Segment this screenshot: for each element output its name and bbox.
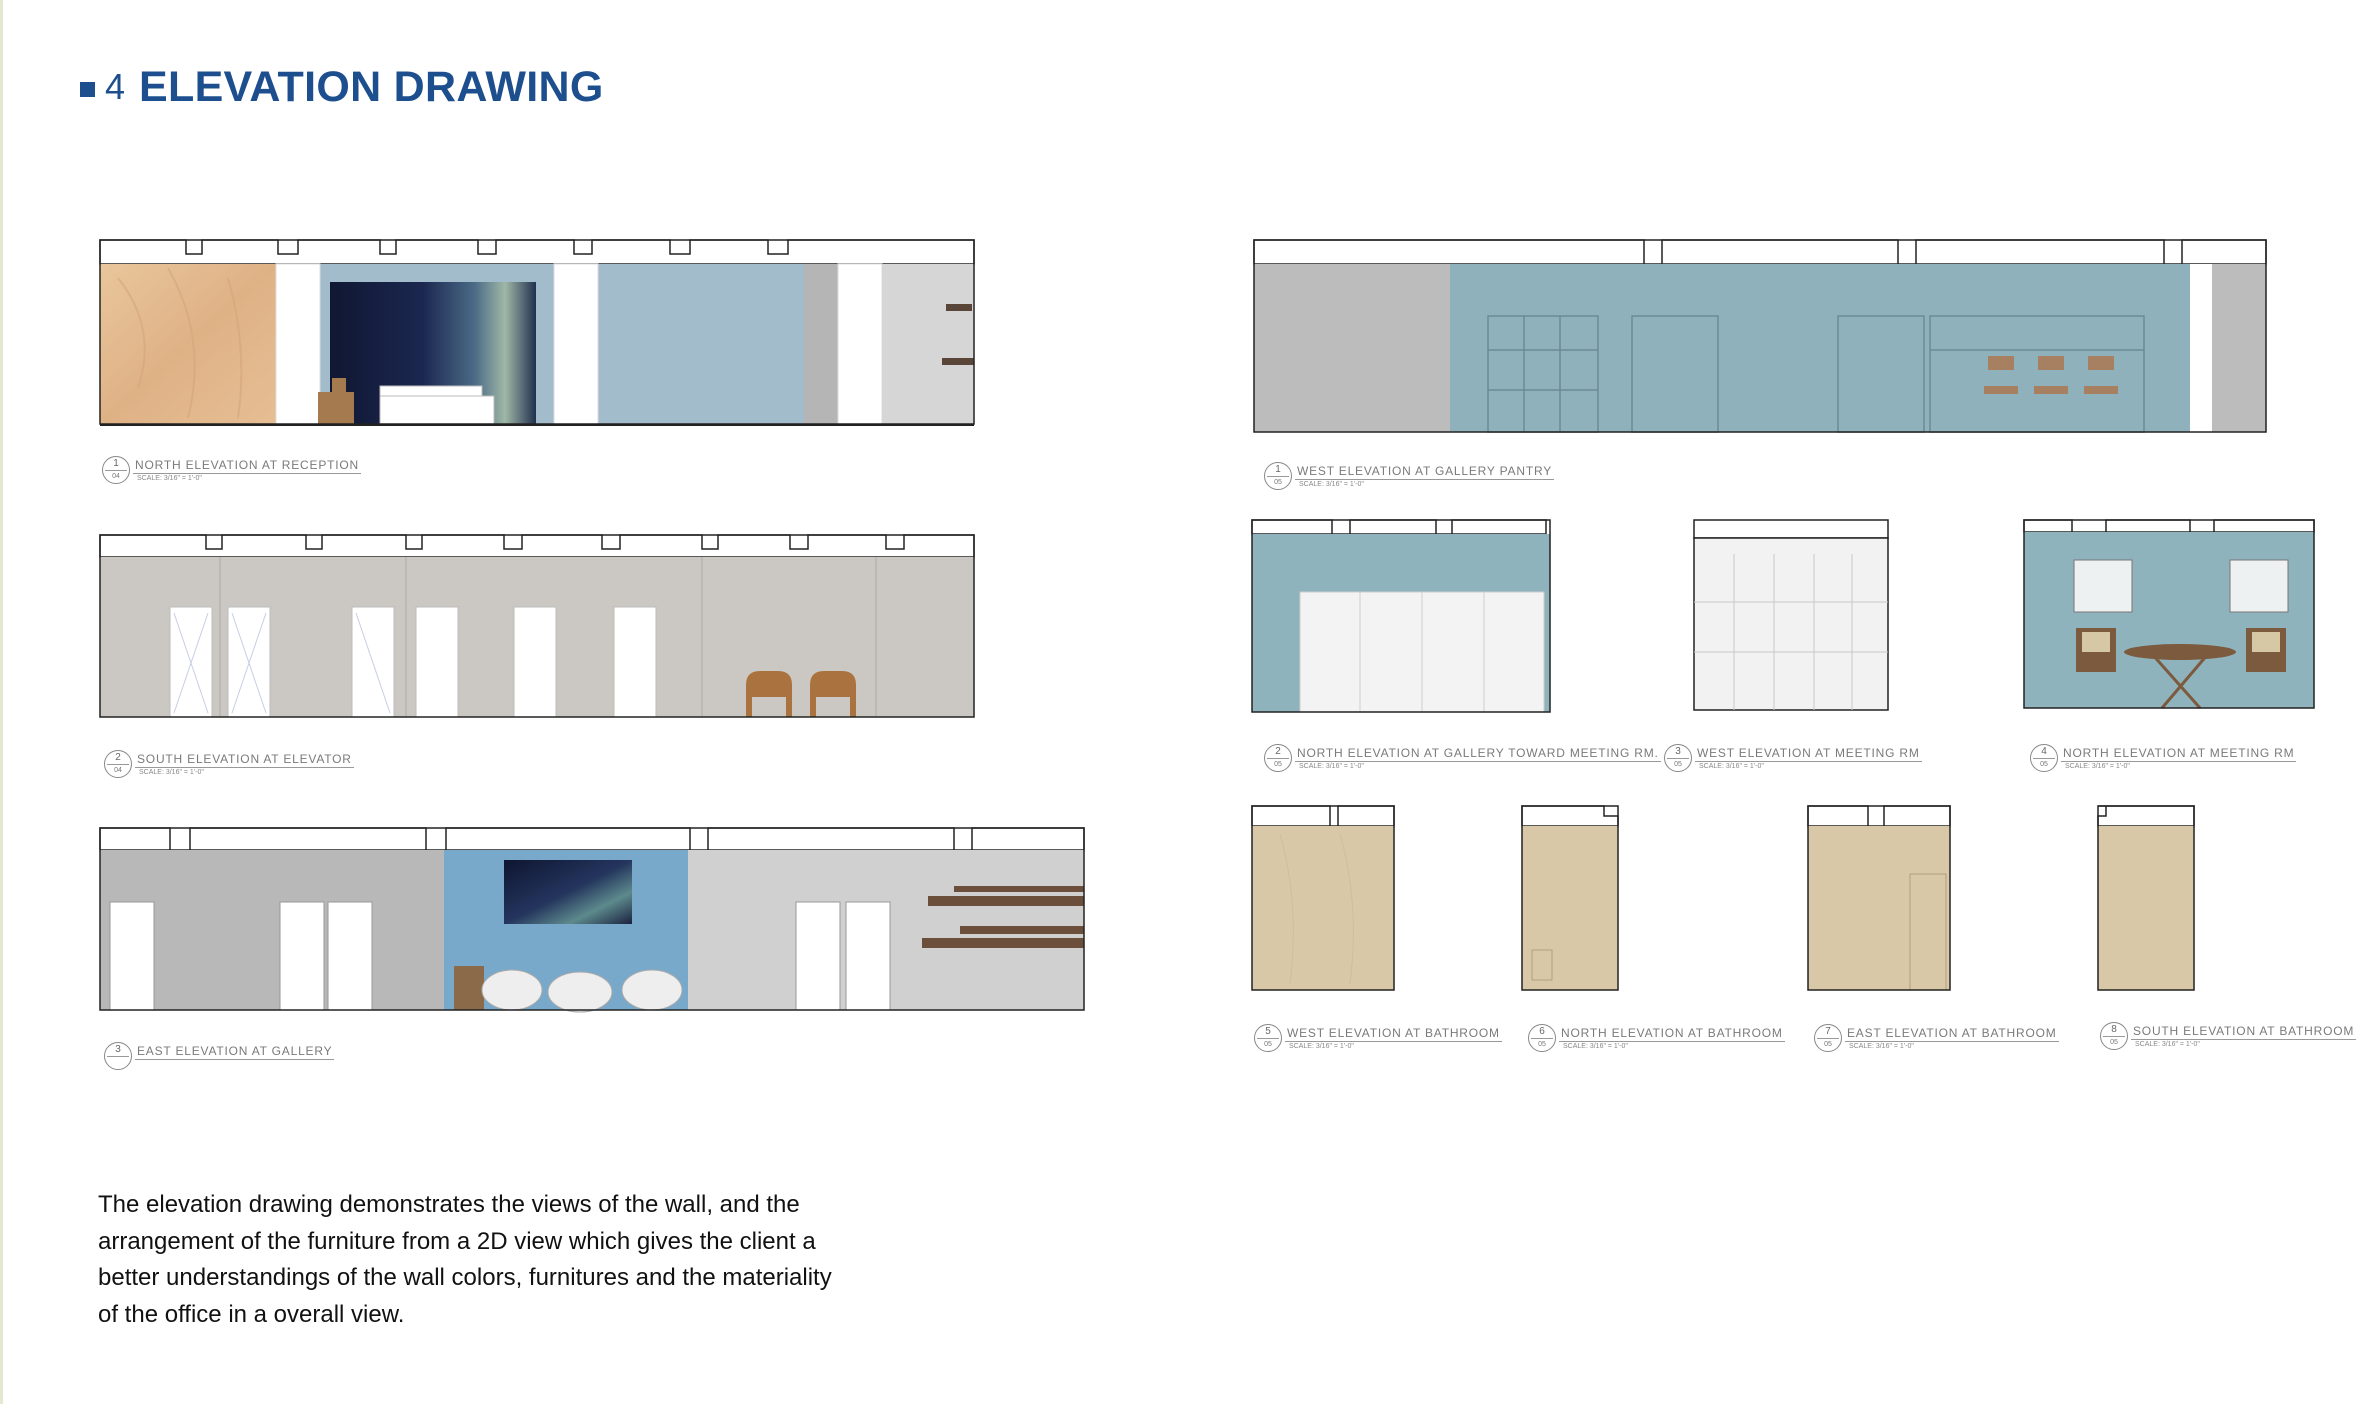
elevation-title: WEST ELEVATION AT BATHROOM <box>1287 1026 1500 1040</box>
elevation-marker-icon: 7 05 <box>1814 1024 1842 1052</box>
elevation-scale: SCALE: 3/16" = 1'-0" <box>2065 763 2130 770</box>
description-paragraph: The elevation drawing demonstrates the views of the wall, and the arrangement of the furniture from a 2D view which gives the client a better understandings of the wall colors, furnitures and the materiality of the office in a overall view. <box>98 1191 832 1328</box>
elevation-drawing-north-meeting <box>2022 518 2318 716</box>
bullet-square-icon <box>80 82 95 97</box>
elevation-drawing-west-pantry <box>1252 238 2270 436</box>
elevation-scale: SCALE: 3/16" = 1'-0" <box>1849 1043 1914 1050</box>
left-margin-rule <box>0 0 3 1404</box>
elevation-title: EAST ELEVATION AT BATHROOM <box>1847 1026 2057 1040</box>
elevation-tag-11 <box>2100 1022 2356 1056</box>
elevation-title: NORTH ELEVATION AT MEETING RM <box>2063 746 2295 760</box>
elevation-marker-icon: 3 <box>104 1042 132 1070</box>
elevation-tag-2 <box>104 750 354 784</box>
elevation-marker-icon: 5 05 <box>1254 1024 1282 1052</box>
elevation-tag-10 <box>1814 1024 2059 1058</box>
elevation-scale: SCALE: 3/16" = 1'-0" <box>139 769 204 776</box>
elevation-drawing-east-bathroom <box>1806 804 1954 996</box>
elevation-drawing-south-elevator <box>98 533 978 723</box>
elevation-scale: SCALE: 3/16" = 1'-0" <box>1289 1043 1354 1050</box>
elevation-tag-7 <box>2030 744 2296 778</box>
elevation-marker-icon: 8 05 <box>2100 1022 2128 1050</box>
elevation-scale: SCALE: 3/16" = 1'-0" <box>2135 1041 2200 1048</box>
elevation-drawing-north-reception <box>98 238 978 428</box>
elevation-tag-9 <box>1528 1024 1785 1058</box>
elevation-title: NORTH ELEVATION AT GALLERY TOWARD MEETING RM. <box>1297 746 1659 760</box>
elevation-scale: SCALE: 3/16" = 1'-0" <box>1299 763 1364 770</box>
elevation-marker-icon: 1 05 <box>1264 462 1292 490</box>
section-number: 4 <box>105 66 126 107</box>
elevation-title: WEST ELEVATION AT MEETING RM <box>1697 746 1920 760</box>
elevation-title: SOUTH ELEVATION AT ELEVATOR <box>137 752 352 766</box>
elevation-scale: SCALE: 3/16" = 1'-0" <box>1299 481 1364 488</box>
elevation-marker-icon: 1 04 <box>102 456 130 484</box>
elevation-drawing-west-meeting <box>1692 518 1892 716</box>
elevation-tag-1 <box>102 456 361 490</box>
elevation-scale: SCALE: 3/16" = 1'-0" <box>1699 763 1764 770</box>
elevation-title: EAST ELEVATION AT GALLERY <box>137 1044 333 1058</box>
elevation-tag-3 <box>104 1042 334 1076</box>
elevation-drawing-north-bathroom <box>1520 804 1622 996</box>
elevation-tag-8 <box>1254 1024 1502 1058</box>
elevation-title: SOUTH ELEVATION AT BATHROOM <box>2133 1024 2355 1038</box>
elevation-tag-4 <box>1264 462 1554 496</box>
elevation-title: NORTH ELEVATION AT RECEPTION <box>135 458 359 472</box>
elevation-marker-icon: 4 05 <box>2030 744 2058 772</box>
elevation-drawing-east-gallery <box>98 826 1088 1016</box>
elevation-scale: SCALE: 3/16" = 1'-0" <box>1563 1043 1628 1050</box>
elevation-marker-icon: 2 04 <box>104 750 132 778</box>
elevation-tag-6 <box>1664 744 1922 778</box>
elevation-title: NORTH ELEVATION AT BATHROOM <box>1561 1026 1783 1040</box>
elevation-drawing-north-gallery-meeting <box>1250 518 1568 718</box>
elevation-drawing-west-bathroom <box>1250 804 1398 996</box>
elevation-marker-icon: 6 05 <box>1528 1024 1556 1052</box>
elevation-tag-5 <box>1264 744 1661 778</box>
elevation-marker-icon: 3 05 <box>1664 744 1692 772</box>
elevation-scale: SCALE: 3/16" = 1'-0" <box>137 475 202 482</box>
page-title: ELEVATION DRAWING <box>139 62 604 111</box>
elevation-title: WEST ELEVATION AT GALLERY PANTRY <box>1297 464 1553 478</box>
elevation-drawing-south-bathroom <box>2096 804 2198 996</box>
elevation-marker-icon: 2 05 <box>1264 744 1292 772</box>
section-heading <box>80 62 604 112</box>
